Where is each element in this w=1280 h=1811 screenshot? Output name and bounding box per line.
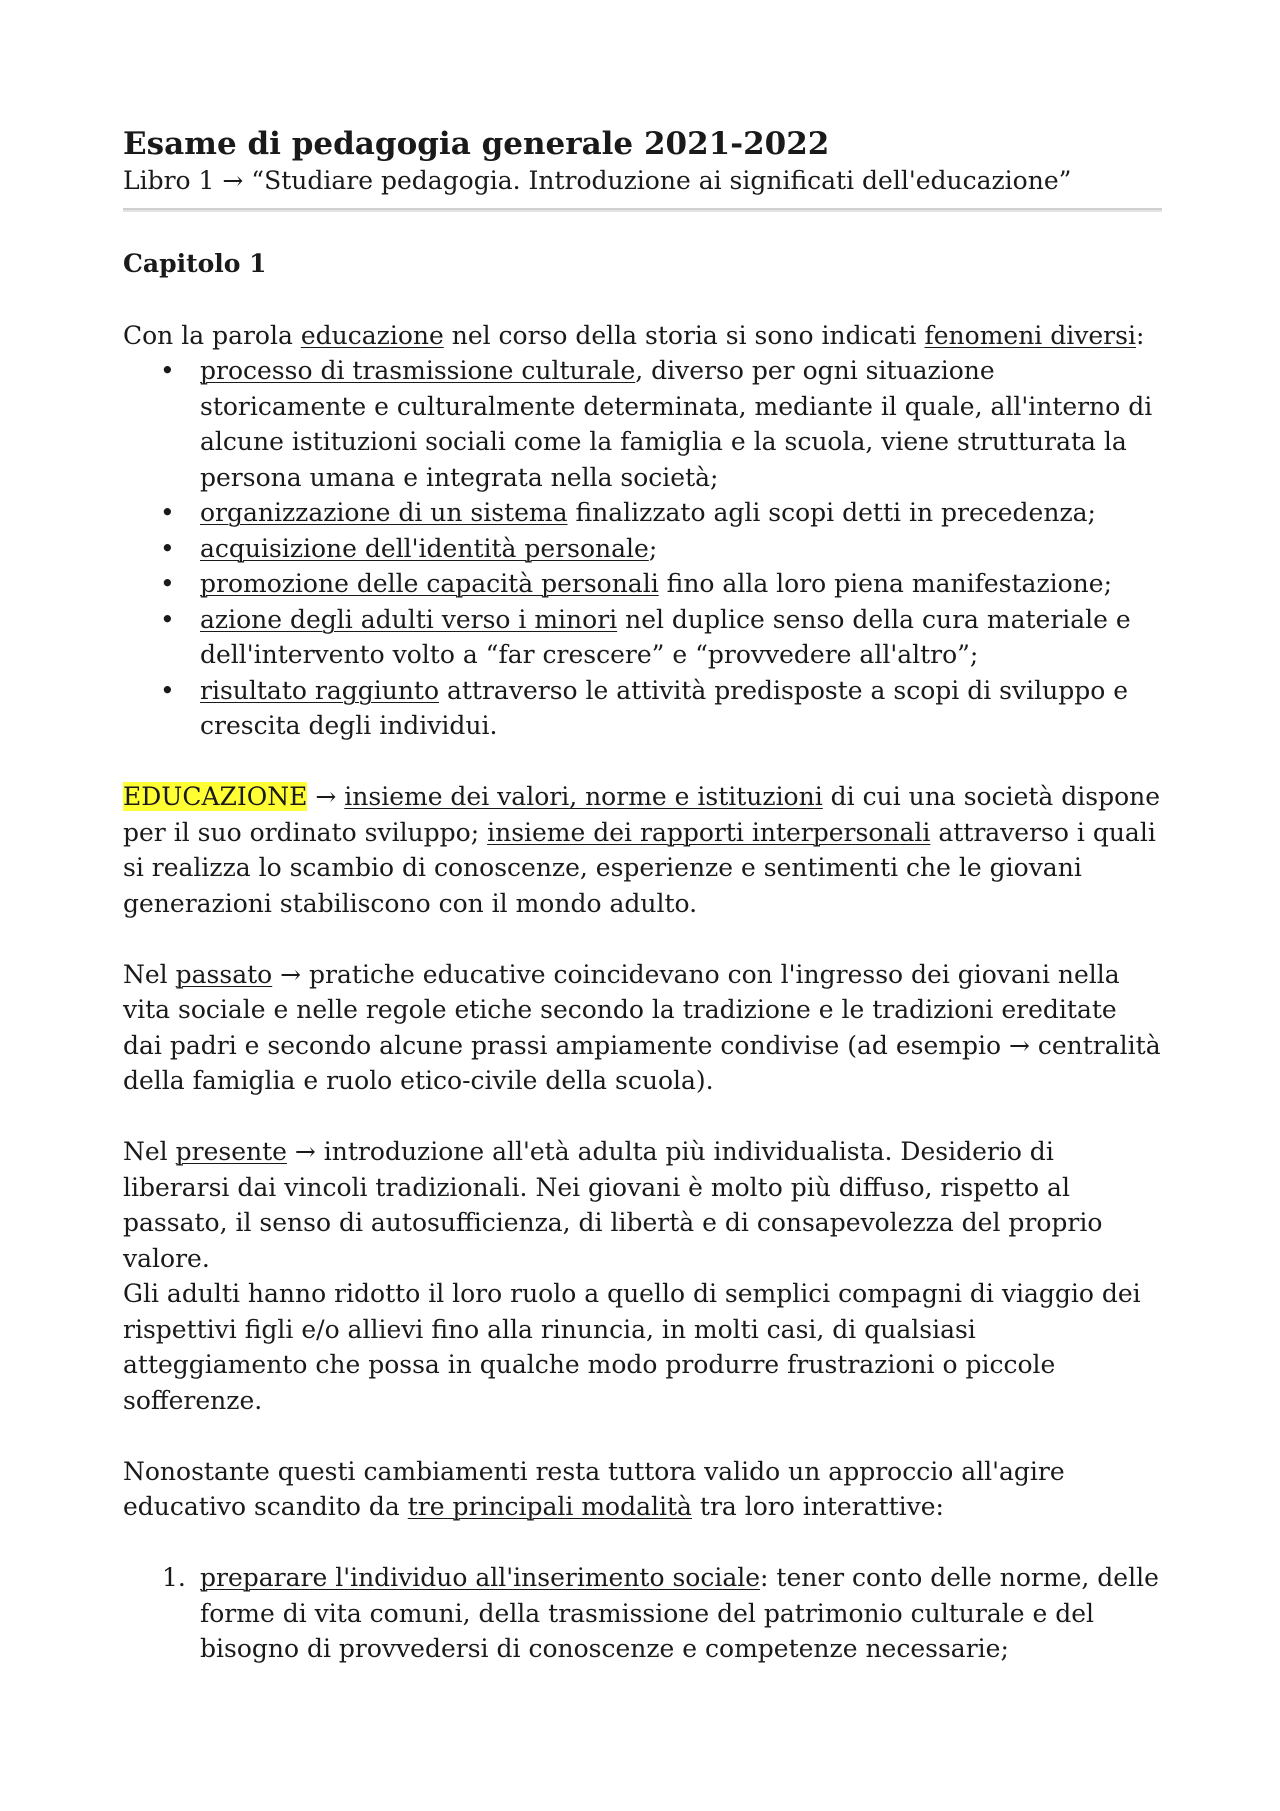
underlined-term: promozione delle capacità personali	[200, 569, 659, 598]
presente-paragraph	[123, 1134, 1162, 1276]
text-run: → pratiche educative coincidevano con l'ingresso dei giovani nella vita sociale e nelle regole etiche secondo la tradizione e le tradizioni ereditate dai padri e secondo alcune prassi ampiamente condivise (ad esempio → centralità della famiglia e ruolo etico-civile della scuola).	[123, 959, 1161, 1095]
text-run: attraverso le attività predisposte a scopi di sviluppo e crescita degli individui.	[200, 675, 1128, 740]
intro-paragraph	[123, 318, 1162, 354]
list-item	[162, 1560, 1162, 1667]
list-item	[200, 602, 1162, 673]
text-run: di cui una società dispone per il suo ordinato sviluppo;	[123, 782, 1161, 847]
chapter-heading: Capitolo 1	[123, 249, 267, 278]
list-number: 1.	[162, 1563, 186, 1592]
document-title: Esame di pedagogia generale 2021-2022	[123, 126, 830, 162]
phenomena-list	[123, 353, 1162, 744]
underlined-term: insieme dei valori, norme e istituzioni	[344, 782, 823, 811]
adulti-paragraph: Gli adulti hanno ridotto il loro ruolo a quello di semplici compagni di viaggio dei rispettivi figli e/o allievi fino alla rinuncia, in molti casi, di qualsiasi atteggiamento che possa in qualche modo produrre frustrazioni o piccole sofferenze.	[123, 1279, 1141, 1415]
text-run: fino alla loro piena manifestazione;	[658, 569, 1112, 598]
underlined-term: tre principali modalità	[407, 1492, 692, 1521]
underlined-term: insieme dei rapporti interpersonali	[487, 817, 931, 847]
list-item	[200, 566, 1162, 602]
educazione-paragraph	[123, 779, 1162, 921]
text-run: Nel	[123, 959, 176, 989]
underlined-term: risultato raggiunto	[200, 675, 440, 705]
list-item	[200, 495, 1162, 531]
text-run: , diverso per ogni situazione storicamente e culturalmente determinata, mediante il quale, all'interno di alcune istituzioni sociali come la famiglia e la scuola, viene strutturata la persona umana e integrata nella società;	[200, 356, 1153, 492]
text-run: tra loro interattive:	[691, 1492, 944, 1521]
text-run: Con la parola	[123, 320, 301, 350]
text-run: attraverso i quali si realizza lo scambio di conoscenze, esperienze e sentimenti che le giovani generazioni stabiliscono con il mondo adulto.	[123, 817, 1156, 918]
text-run: nel duplice senso della cura materiale e dell'intervento volto a “far crescere” e “provvedere all'altro”;	[200, 604, 1131, 669]
underlined-term: passato	[175, 959, 273, 989]
underlined-term: azione degli adulti verso i minori	[200, 604, 618, 634]
list-item	[200, 531, 1162, 567]
title-divider	[123, 208, 1162, 212]
underlined-term: preparare l'individuo all'inserimento sociale	[200, 1563, 761, 1592]
text-run: ;	[648, 533, 658, 563]
list-item	[200, 673, 1162, 744]
underlined-term: organizzazione di un sistema	[200, 498, 568, 527]
text-run: :	[1135, 320, 1145, 350]
arrow-text: →	[307, 782, 345, 811]
text-run: Nel	[123, 1137, 176, 1166]
underlined-term: fenomeni diversi	[924, 320, 1136, 350]
text-run: → introduzione all'età adulta più individualista. Desiderio di liberarsi dai vincoli tradizionali. Nei giovani è molto più diffuso, rispetto al passato, il senso di autosufficienza, di libertà e di consapevolezza del proprio valore.	[123, 1137, 1103, 1273]
text-run: Nonostante questi cambiamenti resta tuttora valido un approccio all'agire educativo scandito da	[123, 1456, 1065, 1521]
underlined-term: educazione	[300, 320, 444, 350]
modalita-list	[123, 1560, 1162, 1667]
underlined-term: processo di trasmissione culturale	[200, 356, 636, 385]
text-run: : tener conto delle norme, delle forme di vita comuni, della trasmissione del patrimonio culturale e del bisogno di provvedersi di conoscenze e competenze necessarie;	[200, 1563, 1159, 1663]
nonostante-paragraph	[123, 1454, 1162, 1525]
document-subtitle: Libro 1 → “Studiare pedagogia. Introduzione ai significati dell'educazione”	[123, 166, 1072, 195]
underlined-term: acquisizione dell'identità personale	[200, 533, 649, 563]
text-run: nel corso della storia si sono indicati	[443, 320, 925, 350]
list-item	[200, 353, 1162, 495]
underlined-term: presente	[175, 1137, 287, 1166]
text-run: finalizzato agli scopi detti in precedenza;	[567, 498, 1096, 527]
passato-paragraph	[123, 957, 1162, 1099]
highlighted-term: EDUCAZIONE	[123, 782, 308, 811]
